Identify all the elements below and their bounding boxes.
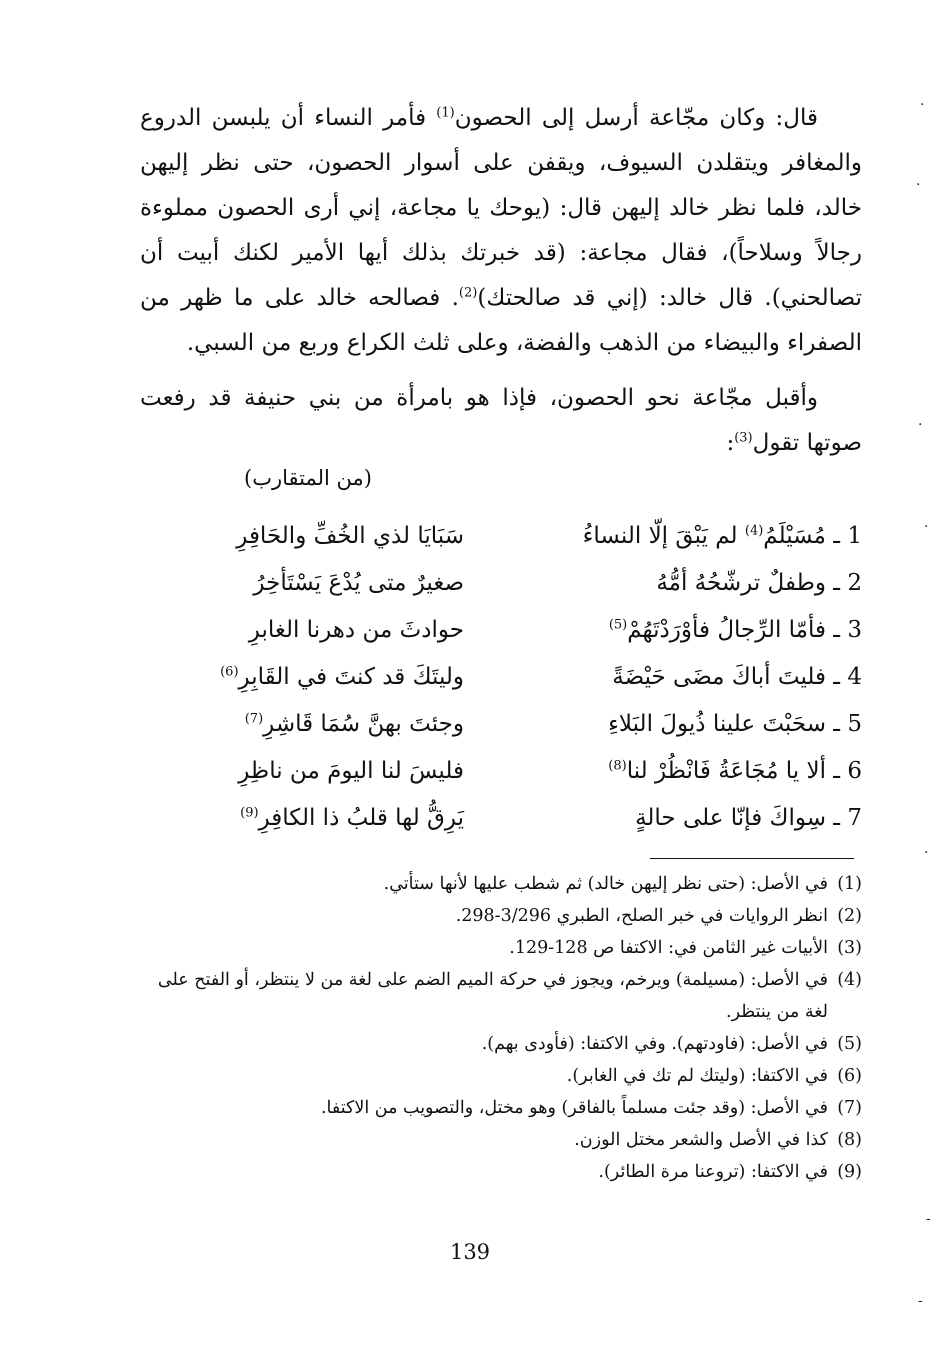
scan-speck: · <box>916 177 921 193</box>
footnotes <box>140 868 862 1188</box>
footnote <box>140 900 862 932</box>
footnote-marker: (5) <box>608 617 628 633</box>
footnote-marker: (4) <box>744 523 764 539</box>
footnote <box>140 1156 862 1188</box>
footnote-text: في الأصل: (وقد جئت مسلماً بالفاقر) وهو مختل، والتصويب من الاكتفا. <box>320 1098 828 1118</box>
verse-first-hemistich: 5 ـ سحَبْتَ علينا ذُيولَ البَلاءِ <box>608 711 862 737</box>
footnote-number: (1) <box>837 874 862 894</box>
footnote-text: في الأصل: (فاودتهم). وفي الاكتفا: (فأودى بهم). <box>481 1034 828 1054</box>
verse-second-hemistich: صغيرٌ متى يُدْعَ يَسْتَأخِرُ <box>253 570 464 596</box>
paragraph-text: وأقبل مجّاعة نحو الحصون، فإذا هو بامرأة من بني حنيفة قد رفعت صوتها تقول <box>140 385 862 456</box>
paragraph-text: . فصالحه خالد على ما ظهر من الصفراء والبيضاء من الذهب والفضة، وعلى ثلث الكراع وربع من السبي. <box>140 285 862 356</box>
poem-verse <box>140 516 862 563</box>
footnote-text: في الأصل: (حتى نظر إليهن خالد) ثم شطب عليها لأنها ستأتي. <box>383 874 828 894</box>
poem-verse <box>140 657 862 704</box>
page-number: 139 <box>449 1240 491 1264</box>
footnote-marker: (7) <box>244 711 264 727</box>
footnote-marker: (6) <box>220 664 239 680</box>
footnote <box>140 964 862 1028</box>
footnote <box>140 1092 862 1124</box>
footnote-number: (4) <box>837 970 862 990</box>
footnote-number: (8) <box>837 1130 862 1150</box>
scan-speck: - <box>926 1211 931 1227</box>
scan-speck: · <box>924 845 929 861</box>
paragraph-text: فأمر النساء أن يلبسن الدروع والمغافر ويتقلدن السيوف، ويقفن على أسوار الحصون، حتى نظر إليهن خالد، فلما نظر خالد إليهن قال: (يوحك يا مجاعة، إني أرى الحصون مملوءة رجالاً وسلاحاً)، فقال مجاعة: (قد خبرتك بذلك أيها الأمير لكنك أبيت أن تصالحني). قال خالد: (إني قد صالحتك) <box>140 105 862 311</box>
footnote-number: (9) <box>837 1162 862 1182</box>
verse-first-hemistich: 6 ـ ألا يا مُجَاعَةُ فَانْظُرْ لنا$^{(8)}$ <box>608 758 862 784</box>
footnote-number: (7) <box>837 1098 862 1118</box>
paragraph-text: قال: وكان مجّاعة أرسل إلى الحصون <box>454 105 818 131</box>
verse-second-hemistich: وليتَكَ قد كنتَ في القَابِرِ$^{(6)}$ <box>220 664 464 690</box>
poem-verse <box>140 610 862 657</box>
footnote-text: كذا في الأصل والشعر مختل الوزن. <box>574 1130 828 1150</box>
footnote-marker: (1) <box>436 105 455 121</box>
verse-first-hemistich: 4 ـ فليتَ أباكَ مضَى حَيْضَةً <box>612 664 862 690</box>
footnote <box>140 868 862 900</box>
footnote-number: (6) <box>837 1066 862 1086</box>
footnote-text: في الاكتفا: (وليتك لم تك في الغابر). <box>566 1066 828 1086</box>
footnote <box>140 932 862 964</box>
footnote <box>140 1028 862 1060</box>
scan-speck: · <box>920 97 925 113</box>
verse-first-hemistich: 2 ـ وطفلٌ ترشّحُهُ أمُّهُ <box>656 570 862 596</box>
scan-speck: · <box>924 519 929 535</box>
scan-speck: - <box>918 1293 923 1309</box>
verse-first-hemistich: 7 ـ سِواكَ فإنّا على حالةٍ <box>635 805 862 831</box>
footnote-text: في الأصل: (مسيلمة) ويرخم، ويجوز في حركة الميم الضم على لغة من لا ينتظر، أو الفتح على لغة من ينتظر. <box>157 970 828 1022</box>
footnote-number: (2) <box>837 906 862 926</box>
footnote-text: انظر الروايات في خبر الصلح، الطبري 3/296-298. <box>455 906 828 926</box>
verse-second-hemistich: فليسَ لنا اليومَ من ناظِرِ <box>238 758 464 784</box>
verse-first-hemistich: 1 ـ مُسَيْلَمُ$^{(4)}$ لم يَبْقَ إلّا النساءُ <box>582 523 862 549</box>
footnote-marker: (3) <box>734 430 753 446</box>
poem <box>140 516 862 845</box>
poem-verse <box>140 798 862 845</box>
verse-second-hemistich: يَرِقُّ لها قلبُ ذا الكافِرِ$^{(9)}$ <box>240 805 464 831</box>
paragraph <box>140 96 862 366</box>
scan-speck: · <box>918 417 923 433</box>
verse-second-hemistich: وجئتَ بهنَّ سُمَا قَاشِرِ$^{(7)}$ <box>244 711 464 737</box>
poem-meter-label: (من المتقارب) <box>244 466 372 490</box>
paragraph <box>140 376 862 466</box>
footnote-text: الأبيات غير الثامن في: الاكتفا ص 128-129. <box>509 938 828 958</box>
body-text <box>140 96 862 466</box>
footnote-marker: (8) <box>608 758 627 774</box>
footnote-number: (5) <box>837 1034 862 1054</box>
footnote-number: (3) <box>837 938 862 958</box>
footnote-separator <box>650 858 854 859</box>
footnote-marker: (2) <box>458 285 478 301</box>
footnote <box>140 1124 862 1156</box>
footnote-marker: (9) <box>240 805 259 821</box>
verse-second-hemistich: حوادثَ من دهرنا الغابرِ <box>248 617 464 643</box>
poem-verse <box>140 751 862 798</box>
verse-first-hemistich: 3 ـ فأمّا الرِّجالُ فأوْرَدْتَهُمْ$^{(5)}$ <box>608 617 862 643</box>
paragraph-text: : <box>726 430 735 456</box>
poem-verse <box>140 704 862 751</box>
poem-verse <box>140 563 862 610</box>
verse-second-hemistich: سَبَايَا لذي الخُفِّ والحَافِرِ <box>236 523 464 549</box>
footnote <box>140 1060 862 1092</box>
footnote-text: في الاكتفا: (تروعنا مرة الطائر). <box>598 1162 828 1182</box>
